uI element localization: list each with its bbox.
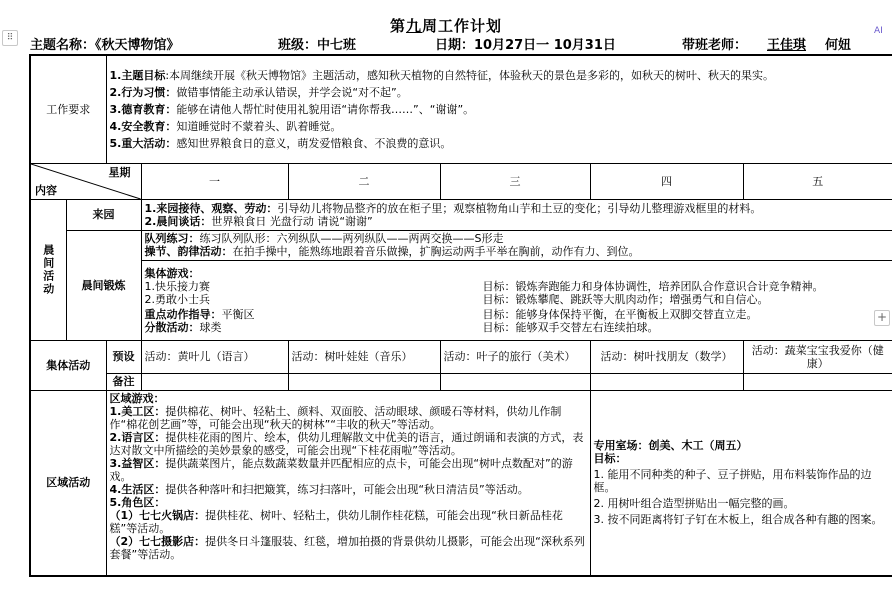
group-label: 集体活动 (30, 340, 106, 390)
page-title (0, 15, 892, 36)
arrival-row (30, 199, 892, 230)
area-item-text: 提供桂花雨的图片、绘本，供幼儿理解散文中优美的语言，通过朗诵和表演的方式，表达对散文中所描绘的美妙景象的感受，可能会出现“下桂花雨啦”等活动。 (109, 430, 584, 457)
work-item (110, 86, 890, 99)
work-item-head: 1.主题目标 (109, 68, 166, 82)
split-text: 球类 (199, 320, 222, 334)
key-head: 重点动作指导： (144, 307, 222, 321)
area-row (30, 390, 892, 576)
split-goal: 目标：能够双手交替左右连续拍球。 (482, 320, 659, 334)
weekday-cell: 二 (288, 163, 440, 199)
work-item-head: 5.重大活动： (109, 136, 177, 150)
special-goal: 3. 按不同距离将钉子钉在木板上，组合成各种有趣的图案。 (593, 513, 883, 527)
games-row (30, 260, 892, 340)
work-item-head: 3.德育教育： (109, 102, 177, 116)
games-head: 集体游戏： (144, 266, 200, 280)
area-item-text: 提供各种落叶和扫把簸箕，练习扫落叶，可能会出现“秋日清洁员”等活动。 (165, 482, 529, 496)
title-prefix: 第 (389, 17, 406, 35)
preset-label: 预设 (106, 340, 141, 373)
corner-bottom: 内容 (35, 183, 57, 197)
weekday-cell: 一 (141, 163, 288, 199)
role-item (110, 509, 587, 535)
area-title: 区域游戏： (109, 391, 165, 405)
talk-head: 2.晨间谈话： (144, 214, 212, 228)
role-item-text: 提供桂花、树叶、轻粘土，供幼儿制作桂花糕，可能会出现“秋日新品桂花糕”等活动。 (109, 508, 563, 535)
game-name: 1.快乐接力赛 (144, 279, 210, 293)
exercise-drill (141, 230, 892, 260)
note-cell (141, 373, 288, 390)
work-item-text: 能够在请他人帮忙时使用礼貌用语“请你帮我……”、“谢谢”。 (176, 102, 475, 116)
special-goal: 2. 用树叶组合造型拼贴出一幅完整的画。 (593, 497, 795, 511)
game-name: 2.勇敢小士兵 (144, 292, 210, 306)
exercise-games (141, 260, 892, 340)
work-item (110, 120, 890, 133)
area-item-head: 1.美工区： (109, 404, 166, 418)
special-goals-head: 目标： (593, 452, 627, 466)
work-item-head: 4.安全教育： (109, 119, 177, 133)
area-item (110, 483, 587, 496)
theme-name: 主题名称：《秋天博物馆》 (30, 38, 180, 53)
area-item-text: 提供蔬菜图片，能点数蔬菜数量并匹配相应的点卡，可能会出现“树叶点数配对”的游戏。 (109, 456, 573, 483)
date-range: 日期：10月27日一 10月31日 (435, 38, 616, 53)
corner-cell (30, 163, 141, 199)
special-title: 专用室场：创美、木工（周五） (593, 439, 748, 453)
note-cell (590, 373, 743, 390)
work-content (106, 55, 892, 163)
work-label: 工作要求 (30, 55, 106, 163)
ai-assistant-icon[interactable]: AI (874, 26, 883, 36)
role-item-text: 提供冬日斗篷服装、红毯，增加拍摄的背景供幼儿摄影，可能会出现“深秋系列套餐”等活动。 (109, 534, 585, 561)
work-item-text: 感知世界粮食日的意义，萌发爱惜粮食、不浪费的意识。 (176, 136, 452, 150)
work-item (110, 103, 890, 116)
weekday-cell: 五 (743, 163, 892, 199)
role-item-head: （2）七七摄影店： (109, 534, 206, 548)
corner-top: 星期 (108, 165, 131, 179)
note-row (30, 373, 892, 390)
queue-text: 练习队列队形：六列纵队——两列纵队——两两交换——S形走 (199, 232, 504, 245)
area-item-text: 提供棉花、树叶、轻粘土、颜料、双面胶、活动眼球、颜暖石等材料，供幼儿作制作“棉花创艺画”等，可能会出现“秋天的树林”“丰收的秋天”等活动。 (109, 404, 562, 431)
split-head: 分散活动： (144, 320, 200, 334)
note-cell (743, 373, 892, 390)
teacher-2: 何妞 (825, 38, 852, 53)
note-cell (440, 373, 590, 390)
work-item-text: 做错事情能主动承认错误，并学会说“对不起”。 (176, 85, 408, 99)
arrival-head: 1.来园接待、观察、劳动： (144, 201, 278, 215)
role-item-head: （1）七七火锅店： (109, 508, 206, 522)
weekday-row (30, 163, 892, 199)
weekday-cell: 三 (440, 163, 590, 199)
work-item (110, 69, 890, 82)
work-item-head: 2.行为习惯： (109, 85, 177, 99)
gym-head: 操节、韵律活动： (144, 245, 233, 258)
area-item-head: 3.益智区： (109, 456, 166, 470)
class-name: 班级：中七班 (278, 38, 357, 53)
exercise-label: 晨间锻炼 (66, 230, 141, 340)
special-room (590, 390, 892, 576)
role-item (110, 535, 587, 561)
gym-text: 在拍手操中，能熟练地跟着音乐做操，扩胸运动两手平举在胸前，动作有力、到位。 (232, 245, 640, 258)
area-item-head: 2.语言区： (109, 430, 166, 444)
area-item (110, 405, 587, 431)
teacher-1: 王佳琪 (767, 38, 807, 53)
talk-text: 世界粮食日 光盘行动 请说“谢谢” (211, 214, 373, 228)
key-text: 平衡区 (221, 307, 255, 321)
work-row (30, 55, 892, 163)
key-goal: 目标：能够身体保持平衡，在平衡板上双脚交替直立走。 (482, 307, 758, 321)
group-activity: 活动：黄叶儿（语言） (141, 340, 288, 373)
arrival-content (141, 199, 892, 230)
arrival-label: 来园 (66, 199, 141, 230)
group-activity: 活动：叶子的旅行（美术） (440, 340, 590, 373)
work-item (110, 137, 890, 150)
area-item-head: 4.生活区： (109, 482, 166, 496)
area-content (106, 390, 590, 576)
exercise-row (30, 230, 892, 260)
plan-header (30, 34, 870, 53)
special-goal: 1. 能用不同种类的种子、豆子拼贴，用布料装饰作品的边框。 (593, 468, 872, 495)
group-activity: 活动：蔬菜宝宝我爱你（健康） (743, 340, 892, 373)
morning-label: 晨间活动 (30, 199, 66, 340)
title-suffix: 周工作计划 (422, 17, 503, 35)
role-head: 5.角色区： (109, 495, 166, 509)
game-goal: 目标：锻炼奔跑能力和身体协调性，培养团队合作意识合计竞争精神。 (482, 279, 824, 293)
note-cell (288, 373, 440, 390)
weekday-cell: 四 (590, 163, 743, 199)
area-item (110, 457, 587, 483)
group-row (30, 340, 892, 373)
title-week: 九 (405, 17, 422, 35)
plan-table (29, 54, 892, 577)
work-item-text: 知道睡觉时不蒙着头、趴着睡觉。 (176, 119, 342, 133)
teacher-label: 带班老师： (682, 38, 748, 53)
area-label: 区域活动 (30, 390, 106, 576)
add-column-icon[interactable]: + (874, 310, 890, 326)
group-activity: 活动：树叶找朋友（数学） (590, 340, 743, 373)
group-activity: 活动：树叶娃娃（音乐） (288, 340, 440, 373)
queue-head: 队列练习： (144, 232, 200, 245)
area-item (110, 431, 587, 457)
game-goal: 目标：锻炼攀爬、跳跃等大肌肉动作；增强勇气和自信心。 (482, 292, 769, 306)
work-item-text: :本周继续开展《秋天博物馆》主题活动，感知秋天植物的自然特征，体验秋天的景色是多彩的，如秋天的树叶、秋天的果实。 (165, 68, 775, 82)
note-label: 备注 (106, 373, 141, 390)
arrival-text: 引导幼儿将物品整齐的放在柜子里；观察植物角山芋和土豆的变化；引导幼儿整理游戏框里的材料。 (277, 201, 762, 215)
drag-handle-icon[interactable]: ⠿ (2, 30, 18, 46)
